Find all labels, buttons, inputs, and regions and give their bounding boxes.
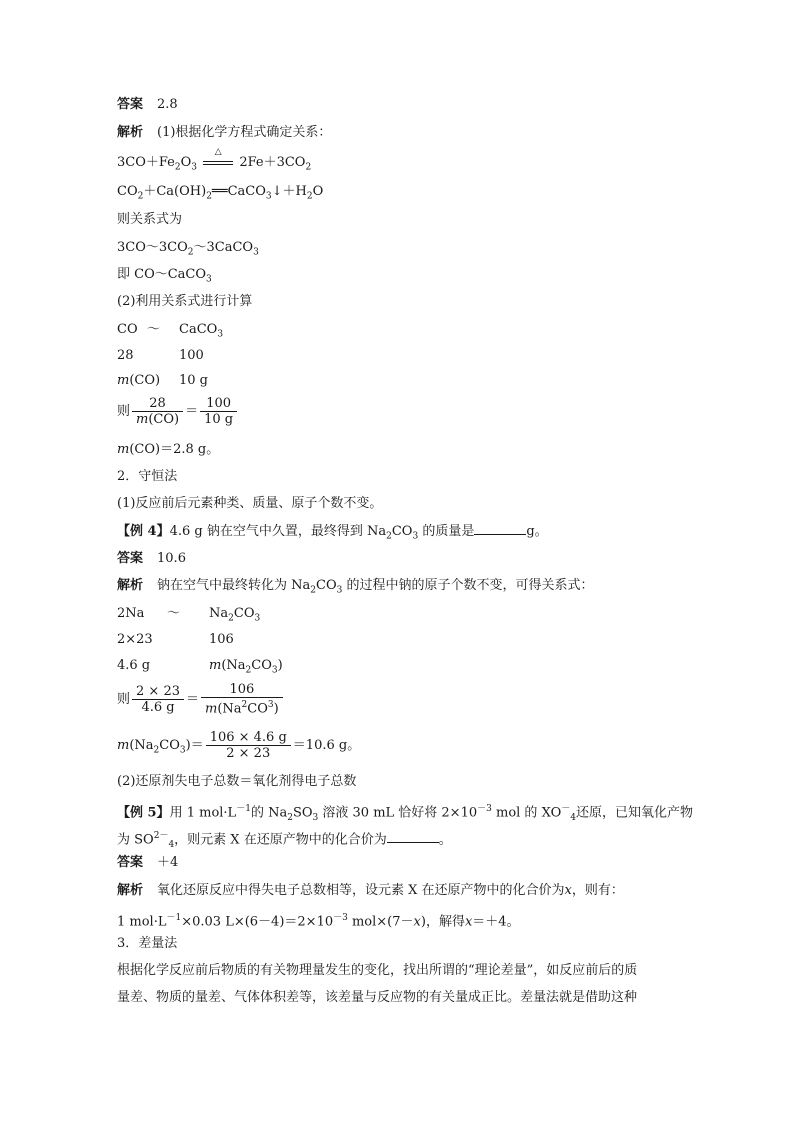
- section-2-point-2: (2)还原剂失电子总数＝氧化剂得电子总数: [117, 774, 357, 789]
- answer-blank[interactable]: [474, 522, 526, 535]
- calc1-row3: m(CO) 10 g: [117, 373, 208, 388]
- fraction-28-over-mco: $\frac{28}{m(CO)}$: [132, 396, 183, 427]
- relation-1: $3CO\sim 3CO_2\sim 3CaCO_3$: [117, 240, 259, 258]
- fraction-106-over-m-na2co3: $\frac{106}{m(Na^2CO^3)}$: [201, 682, 283, 716]
- answer-4: 答案 10.6: [117, 551, 186, 566]
- answer-1: 答案 2.8: [117, 97, 178, 112]
- answer-blank-5[interactable]: [387, 830, 439, 843]
- example-4: 【例 4】4.6 g 钠在空气中久置，最终得到 $Na_2CO_3$ 的质量是 g。: [117, 524, 548, 542]
- heat-condition: △: [201, 154, 235, 172]
- analysis-5-equation: 1 $mol\cdot L^{-1}\times 0.03$ $L\times(6-4)=2\times 10^{-3}$ mol×(7－x)，解得x＝＋4。: [117, 913, 520, 930]
- example-5-line-2: 为 $SO^{2-}_4$，则元素 X 在还原产物中的化合价为 。: [117, 831, 452, 850]
- calc2-row2: 2×23 106: [117, 632, 234, 647]
- calc1-row1: CO ～ CaCO$_3$: [117, 322, 224, 340]
- section-3-title: 3．差量法: [117, 936, 178, 951]
- calc2-row3: 4.6 g $m(Na_2CO_3)$: [117, 658, 283, 676]
- analysis-1: 解析 (1)根据化学方程式确定关系：: [117, 125, 332, 140]
- relation-intro: 则关系式为: [117, 212, 183, 227]
- fraction-2x23-over-4.6g: $\frac{2 \times 23}{4.6 g}$: [132, 684, 184, 715]
- analysis-4: 解析 钠在空气中最终转化为 $Na_2CO_3$ 的过程中钠的原子个数不变，可得关系式：: [117, 578, 594, 596]
- equation-1: $3CO+Fe_2O_3$ △ $2Fe+3CO_2$: [117, 147, 312, 173]
- section-3-text-2: 量差、物质的量差、气体体积差等，该差量与反应物的有关量成正比。差量法就是借助这种: [117, 990, 638, 1005]
- relation-2: 即 CO～CaCO$_3$: [117, 267, 212, 285]
- equation-2: $CO_2+Ca(OH)_2══CaCO_3↓+H_2O$: [117, 184, 324, 202]
- fraction-100-over-10g: $\frac{100}{10 g}$: [200, 396, 237, 427]
- calc1-fraction: 则 $\frac{28}{m(CO)}$ ＝ $\frac{100}{10 g}$: [117, 394, 239, 430]
- answer-5: 答案 ＋4: [117, 855, 179, 870]
- example-5-line-1: 【例 5】用 1 $mol\cdot L^{-1}$的 $Na_2SO_3$ 溶液 30 mL 恰好将 $2\times 10^{-3}$ mol 的 $XO^-_4$还原，已知氧化产物: [117, 804, 694, 823]
- calc2-result: $m(Na_2CO_3)=$ $\frac{106 \times 4.6 g}{2 \times 23}$ ＝10.6 g。: [117, 730, 361, 761]
- calc2-row1: 2Na ～ $Na_2CO_3$: [117, 606, 261, 624]
- analysis-5: 解析 氧化还原反应中得失电子总数相等，设元素 X 在还原产物中的化合价为x，则有：: [117, 883, 624, 898]
- section-3-text-1: 根据化学反应前后物质的有关物理量发生的变化，找出所谓的“理论差量”，如反应前后的质: [117, 963, 638, 978]
- fraction-result: $\frac{106 \times 4.6 g}{2 \times 23}$: [206, 730, 291, 761]
- calc2-fraction: 则 $\frac{2 \times 23}{4.6 g}$ ＝ $\frac{106}{m(Na^2CO^3)}$: [117, 680, 285, 720]
- section-2-title: 2．守恒法: [117, 469, 178, 484]
- calc1-row2: 28 100: [117, 348, 204, 363]
- section-2-intro: (1)反应前后元素种类、质量、原子个数不变。: [117, 496, 383, 511]
- calc1-result: m(CO)＝2.8 g。: [117, 442, 220, 457]
- step-2: (2)利用关系式进行计算: [117, 294, 253, 309]
